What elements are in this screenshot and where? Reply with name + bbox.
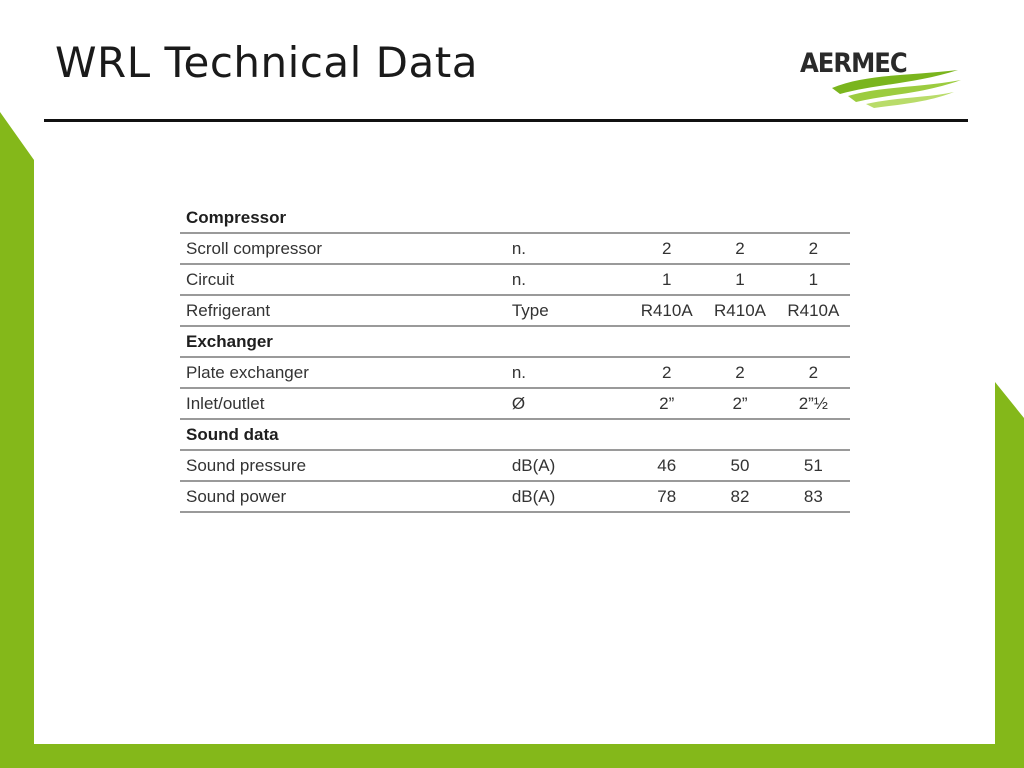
row-value: 2” bbox=[630, 388, 703, 419]
row-label: Sound power bbox=[180, 481, 506, 512]
row-value: 46 bbox=[630, 450, 703, 481]
technical-data-table bbox=[180, 203, 850, 513]
row-value: 50 bbox=[703, 450, 776, 481]
row-label: Sound pressure bbox=[180, 450, 506, 481]
slide-title: WRL Technical Data bbox=[55, 38, 478, 87]
row-value: 2 bbox=[630, 233, 703, 264]
section-header-row bbox=[180, 203, 850, 233]
row-unit: Ø bbox=[506, 388, 630, 419]
row-value: 1 bbox=[703, 264, 776, 295]
row-value: 2”½ bbox=[777, 388, 850, 419]
row-value: 2 bbox=[703, 357, 776, 388]
row-value: 2 bbox=[630, 357, 703, 388]
row-value: 2 bbox=[777, 357, 850, 388]
row-label: Inlet/outlet bbox=[180, 388, 506, 419]
row-value: R410A bbox=[630, 295, 703, 326]
row-unit: dB(A) bbox=[506, 481, 630, 512]
section-heading: Compressor bbox=[180, 203, 850, 233]
table-row bbox=[180, 357, 850, 388]
section-heading: Sound data bbox=[180, 419, 850, 450]
table-row bbox=[180, 264, 850, 295]
table-row bbox=[180, 295, 850, 326]
row-value: 83 bbox=[777, 481, 850, 512]
table-row bbox=[180, 233, 850, 264]
row-label: Circuit bbox=[180, 264, 506, 295]
row-value: 1 bbox=[630, 264, 703, 295]
row-label: Plate exchanger bbox=[180, 357, 506, 388]
row-value: 51 bbox=[777, 450, 850, 481]
row-value: 2 bbox=[777, 233, 850, 264]
row-unit: n. bbox=[506, 357, 630, 388]
section-header-row bbox=[180, 419, 850, 450]
row-unit: dB(A) bbox=[506, 450, 630, 481]
table-row bbox=[180, 481, 850, 512]
row-value: R410A bbox=[777, 295, 850, 326]
row-unit: n. bbox=[506, 264, 630, 295]
row-label: Scroll compressor bbox=[180, 233, 506, 264]
row-value: 2 bbox=[703, 233, 776, 264]
title-divider bbox=[44, 119, 968, 122]
table-row bbox=[180, 450, 850, 481]
row-unit: n. bbox=[506, 233, 630, 264]
row-value: 78 bbox=[630, 481, 703, 512]
section-header-row bbox=[180, 326, 850, 357]
table-row bbox=[180, 388, 850, 419]
row-label: Refrigerant bbox=[180, 295, 506, 326]
row-value: R410A bbox=[703, 295, 776, 326]
aermec-logo bbox=[796, 44, 966, 108]
row-value: 1 bbox=[777, 264, 850, 295]
logo-wordmark: AERMEC bbox=[800, 48, 907, 79]
section-heading: Exchanger bbox=[180, 326, 850, 357]
row-value: 82 bbox=[703, 481, 776, 512]
row-unit: Type bbox=[506, 295, 630, 326]
row-value: 2” bbox=[703, 388, 776, 419]
